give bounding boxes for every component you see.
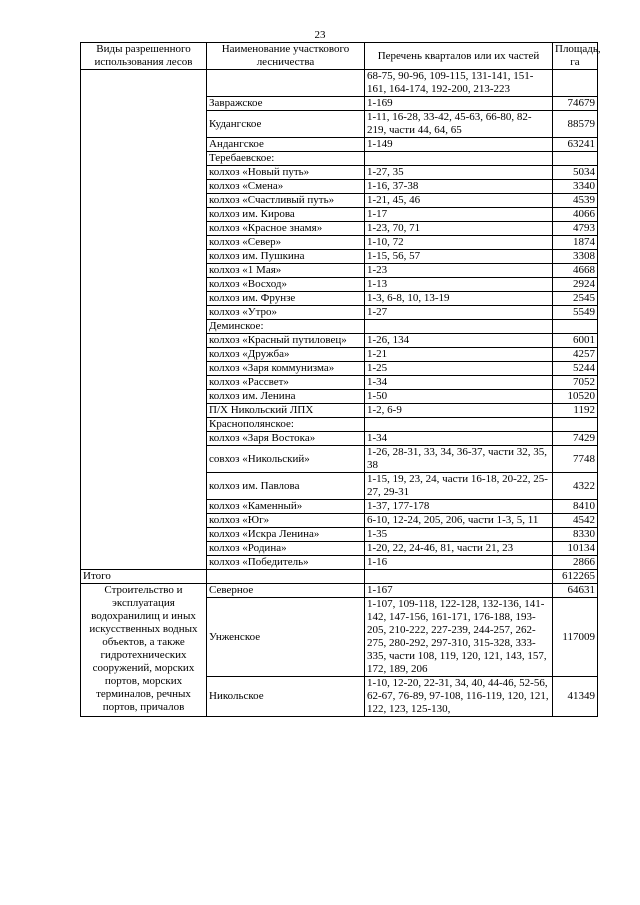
- area-cell: 6001: [553, 334, 598, 348]
- table-row: [81, 584, 598, 598]
- quarters-cell: 1-16: [365, 556, 553, 570]
- quarters-cell: 1-17: [365, 208, 553, 222]
- quarters-cell: 1-16, 37-38: [365, 180, 553, 194]
- forestry-cell: колхоз «Каменный»: [207, 500, 365, 514]
- forestry-cell: колхоз «Счастливый путь»: [207, 194, 365, 208]
- quarters-cell: 1-149: [365, 138, 553, 152]
- forestry-cell: колхоз «Смена»: [207, 180, 365, 194]
- forestry-cell: Кудангское: [207, 111, 365, 138]
- forestry-cell: колхоз «1 Мая»: [207, 264, 365, 278]
- quarters-cell: 1-26, 134: [365, 334, 553, 348]
- quarters-cell: 1-21: [365, 348, 553, 362]
- area-cell: 41349: [553, 677, 598, 717]
- area-cell: 8410: [553, 500, 598, 514]
- forestry-cell: колхоз им. Кирова: [207, 208, 365, 222]
- forestry-cell: колхоз «Восход»: [207, 278, 365, 292]
- forestry-cell: колхоз «Рассвет»: [207, 376, 365, 390]
- total-quarters-empty: [365, 570, 553, 584]
- total-area: 612265: [553, 570, 598, 584]
- quarters-cell: 1-15, 56, 57: [365, 250, 553, 264]
- area-cell: 7748: [553, 446, 598, 473]
- area-cell: 74679: [553, 97, 598, 111]
- total-row: [81, 570, 598, 584]
- area-cell: [553, 418, 598, 432]
- table-body: [81, 70, 598, 717]
- quarters-cell: 1-35: [365, 528, 553, 542]
- area-cell: 4668: [553, 264, 598, 278]
- quarters-cell: 1-2, 6-9: [365, 404, 553, 418]
- forestry-cell: колхоз им. Пушкина: [207, 250, 365, 264]
- area-cell: 4539: [553, 194, 598, 208]
- forestry-cell: Краснополянское:: [207, 418, 365, 432]
- forestry-cell: колхоз им. Павлова: [207, 473, 365, 500]
- quarters-cell: 6-10, 12-24, 205, 206, части 1-3, 5, 11: [365, 514, 553, 528]
- quarters-cell: 1-3, 6-8, 10, 13-19: [365, 292, 553, 306]
- quarters-cell: 1-27, 35: [365, 166, 553, 180]
- area-cell: 2545: [553, 292, 598, 306]
- forestry-cell: Андангское: [207, 138, 365, 152]
- quarters-cell: 1-34: [365, 376, 553, 390]
- area-cell: [553, 320, 598, 334]
- area-cell: 5244: [553, 362, 598, 376]
- forestry-cell: колхоз им. Фрунзе: [207, 292, 365, 306]
- header-forestry: Наименование участкового лесничества: [207, 43, 365, 70]
- area-cell: 5549: [553, 306, 598, 320]
- forestry-cell: Деминское:: [207, 320, 365, 334]
- area-cell: 1192: [553, 404, 598, 418]
- area-cell: [553, 70, 598, 97]
- forestry-cell: совхоз «Никольский»: [207, 446, 365, 473]
- area-cell: 3308: [553, 250, 598, 264]
- forestry-cell: Никольское: [207, 677, 365, 717]
- total-forestry-empty: [207, 570, 365, 584]
- forestry-cell: Северное: [207, 584, 365, 598]
- total-label: Итого: [81, 570, 207, 584]
- table-header-row: [81, 43, 598, 70]
- quarters-cell: 1-13: [365, 278, 553, 292]
- use-type-construction: Строительство и эксплуатация водохранилищ и иных искусственных водных объектов, а также гидротехнических сооружений, морских портов, морских терминалов, речных портов, причалов: [81, 584, 207, 717]
- quarters-cell: 1-25: [365, 362, 553, 376]
- forestry-cell: колхоз «Заря коммунизма»: [207, 362, 365, 376]
- table-row: [81, 70, 598, 97]
- forestry-cell: П/Х Никольский ЛПХ: [207, 404, 365, 418]
- area-cell: 88579: [553, 111, 598, 138]
- quarters-cell: 1-107, 109-118, 122-128, 132-136, 141-142, 147-156, 161-171, 176-188, 193-205, 210-222, 227-239, 244-257, 262-275, 280-292, 297-310, 315-328, 333-335, части 108, 119, 120, 121, 143, 157, 172, 189, 206: [365, 598, 553, 677]
- area-cell: 8330: [553, 528, 598, 542]
- area-cell: 4793: [553, 222, 598, 236]
- quarters-cell: 1-20, 22, 24-46, 81, части 21, 23: [365, 542, 553, 556]
- forestry-cell: колхоз «Победитель»: [207, 556, 365, 570]
- quarters-cell: [365, 320, 553, 334]
- area-cell: 10520: [553, 390, 598, 404]
- area-cell: 2866: [553, 556, 598, 570]
- forestry-cell: колхоз «Утро»: [207, 306, 365, 320]
- forestry-cell: Унженское: [207, 598, 365, 677]
- area-cell: 4322: [553, 473, 598, 500]
- forestry-cell: колхоз «Юг»: [207, 514, 365, 528]
- quarters-cell: 1-23, 70, 71: [365, 222, 553, 236]
- forestry-cell: колхоз им. Ленина: [207, 390, 365, 404]
- area-cell: 7052: [553, 376, 598, 390]
- quarters-cell: 68-75, 90-96, 109-115, 131-141, 151-161, 164-174, 192-200, 213-223: [365, 70, 553, 97]
- area-cell: 4542: [553, 514, 598, 528]
- forestry-cell: колхоз «Север»: [207, 236, 365, 250]
- quarters-cell: 1-15, 19, 23, 24, части 16-18, 20-22, 25-27, 29-31: [365, 473, 553, 500]
- area-cell: 1874: [553, 236, 598, 250]
- area-cell: 64631: [553, 584, 598, 598]
- area-cell: 3340: [553, 180, 598, 194]
- forestry-cell: колхоз «Заря Востока»: [207, 432, 365, 446]
- quarters-cell: 1-10, 12-20, 22-31, 34, 40, 44-46, 52-56, 62-67, 76-89, 97-108, 116-119, 120, 121, 122, 123, 125-130,: [365, 677, 553, 717]
- area-cell: 63241: [553, 138, 598, 152]
- forest-use-table: [80, 42, 601, 717]
- area-cell: 4066: [553, 208, 598, 222]
- header-area: Площадь, га: [553, 43, 598, 70]
- forestry-cell: колхоз «Новый путь»: [207, 166, 365, 180]
- quarters-cell: 1-34: [365, 432, 553, 446]
- quarters-cell: 1-167: [365, 584, 553, 598]
- forestry-cell: колхоз «Красный путиловец»: [207, 334, 365, 348]
- forestry-cell: [207, 70, 365, 97]
- page-number: 23: [314, 29, 326, 41]
- quarters-cell: 1-37, 177-178: [365, 500, 553, 514]
- quarters-cell: 1-11, 16-28, 33-42, 45-63, 66-80, 82-219, части 44, 64, 65: [365, 111, 553, 138]
- area-cell: 5034: [553, 166, 598, 180]
- area-cell: 7429: [553, 432, 598, 446]
- quarters-cell: 1-169: [365, 97, 553, 111]
- quarters-cell: 1-27: [365, 306, 553, 320]
- use-type-cell-empty: [81, 70, 207, 570]
- forestry-cell: колхоз «Искра Ленина»: [207, 528, 365, 542]
- quarters-cell: 1-26, 28-31, 33, 34, 36-37, части 32, 35, 38: [365, 446, 553, 473]
- quarters-cell: [365, 152, 553, 166]
- forestry-cell: колхоз «Родина»: [207, 542, 365, 556]
- forestry-cell: Теребаевское:: [207, 152, 365, 166]
- header-use-type: Виды разрешенного использования лесов: [81, 43, 207, 70]
- quarters-cell: 1-23: [365, 264, 553, 278]
- header-quarters: Перечень кварталов или их частей: [365, 43, 553, 70]
- area-cell: [553, 152, 598, 166]
- area-cell: 2924: [553, 278, 598, 292]
- area-cell: 10134: [553, 542, 598, 556]
- forestry-cell: колхоз «Красное знамя»: [207, 222, 365, 236]
- area-cell: 4257: [553, 348, 598, 362]
- quarters-cell: 1-10, 72: [365, 236, 553, 250]
- area-cell: 117009: [553, 598, 598, 677]
- forestry-cell: Завражское: [207, 97, 365, 111]
- quarters-cell: 1-50: [365, 390, 553, 404]
- quarters-cell: [365, 418, 553, 432]
- quarters-cell: 1-21, 45, 46: [365, 194, 553, 208]
- forestry-cell: колхоз «Дружба»: [207, 348, 365, 362]
